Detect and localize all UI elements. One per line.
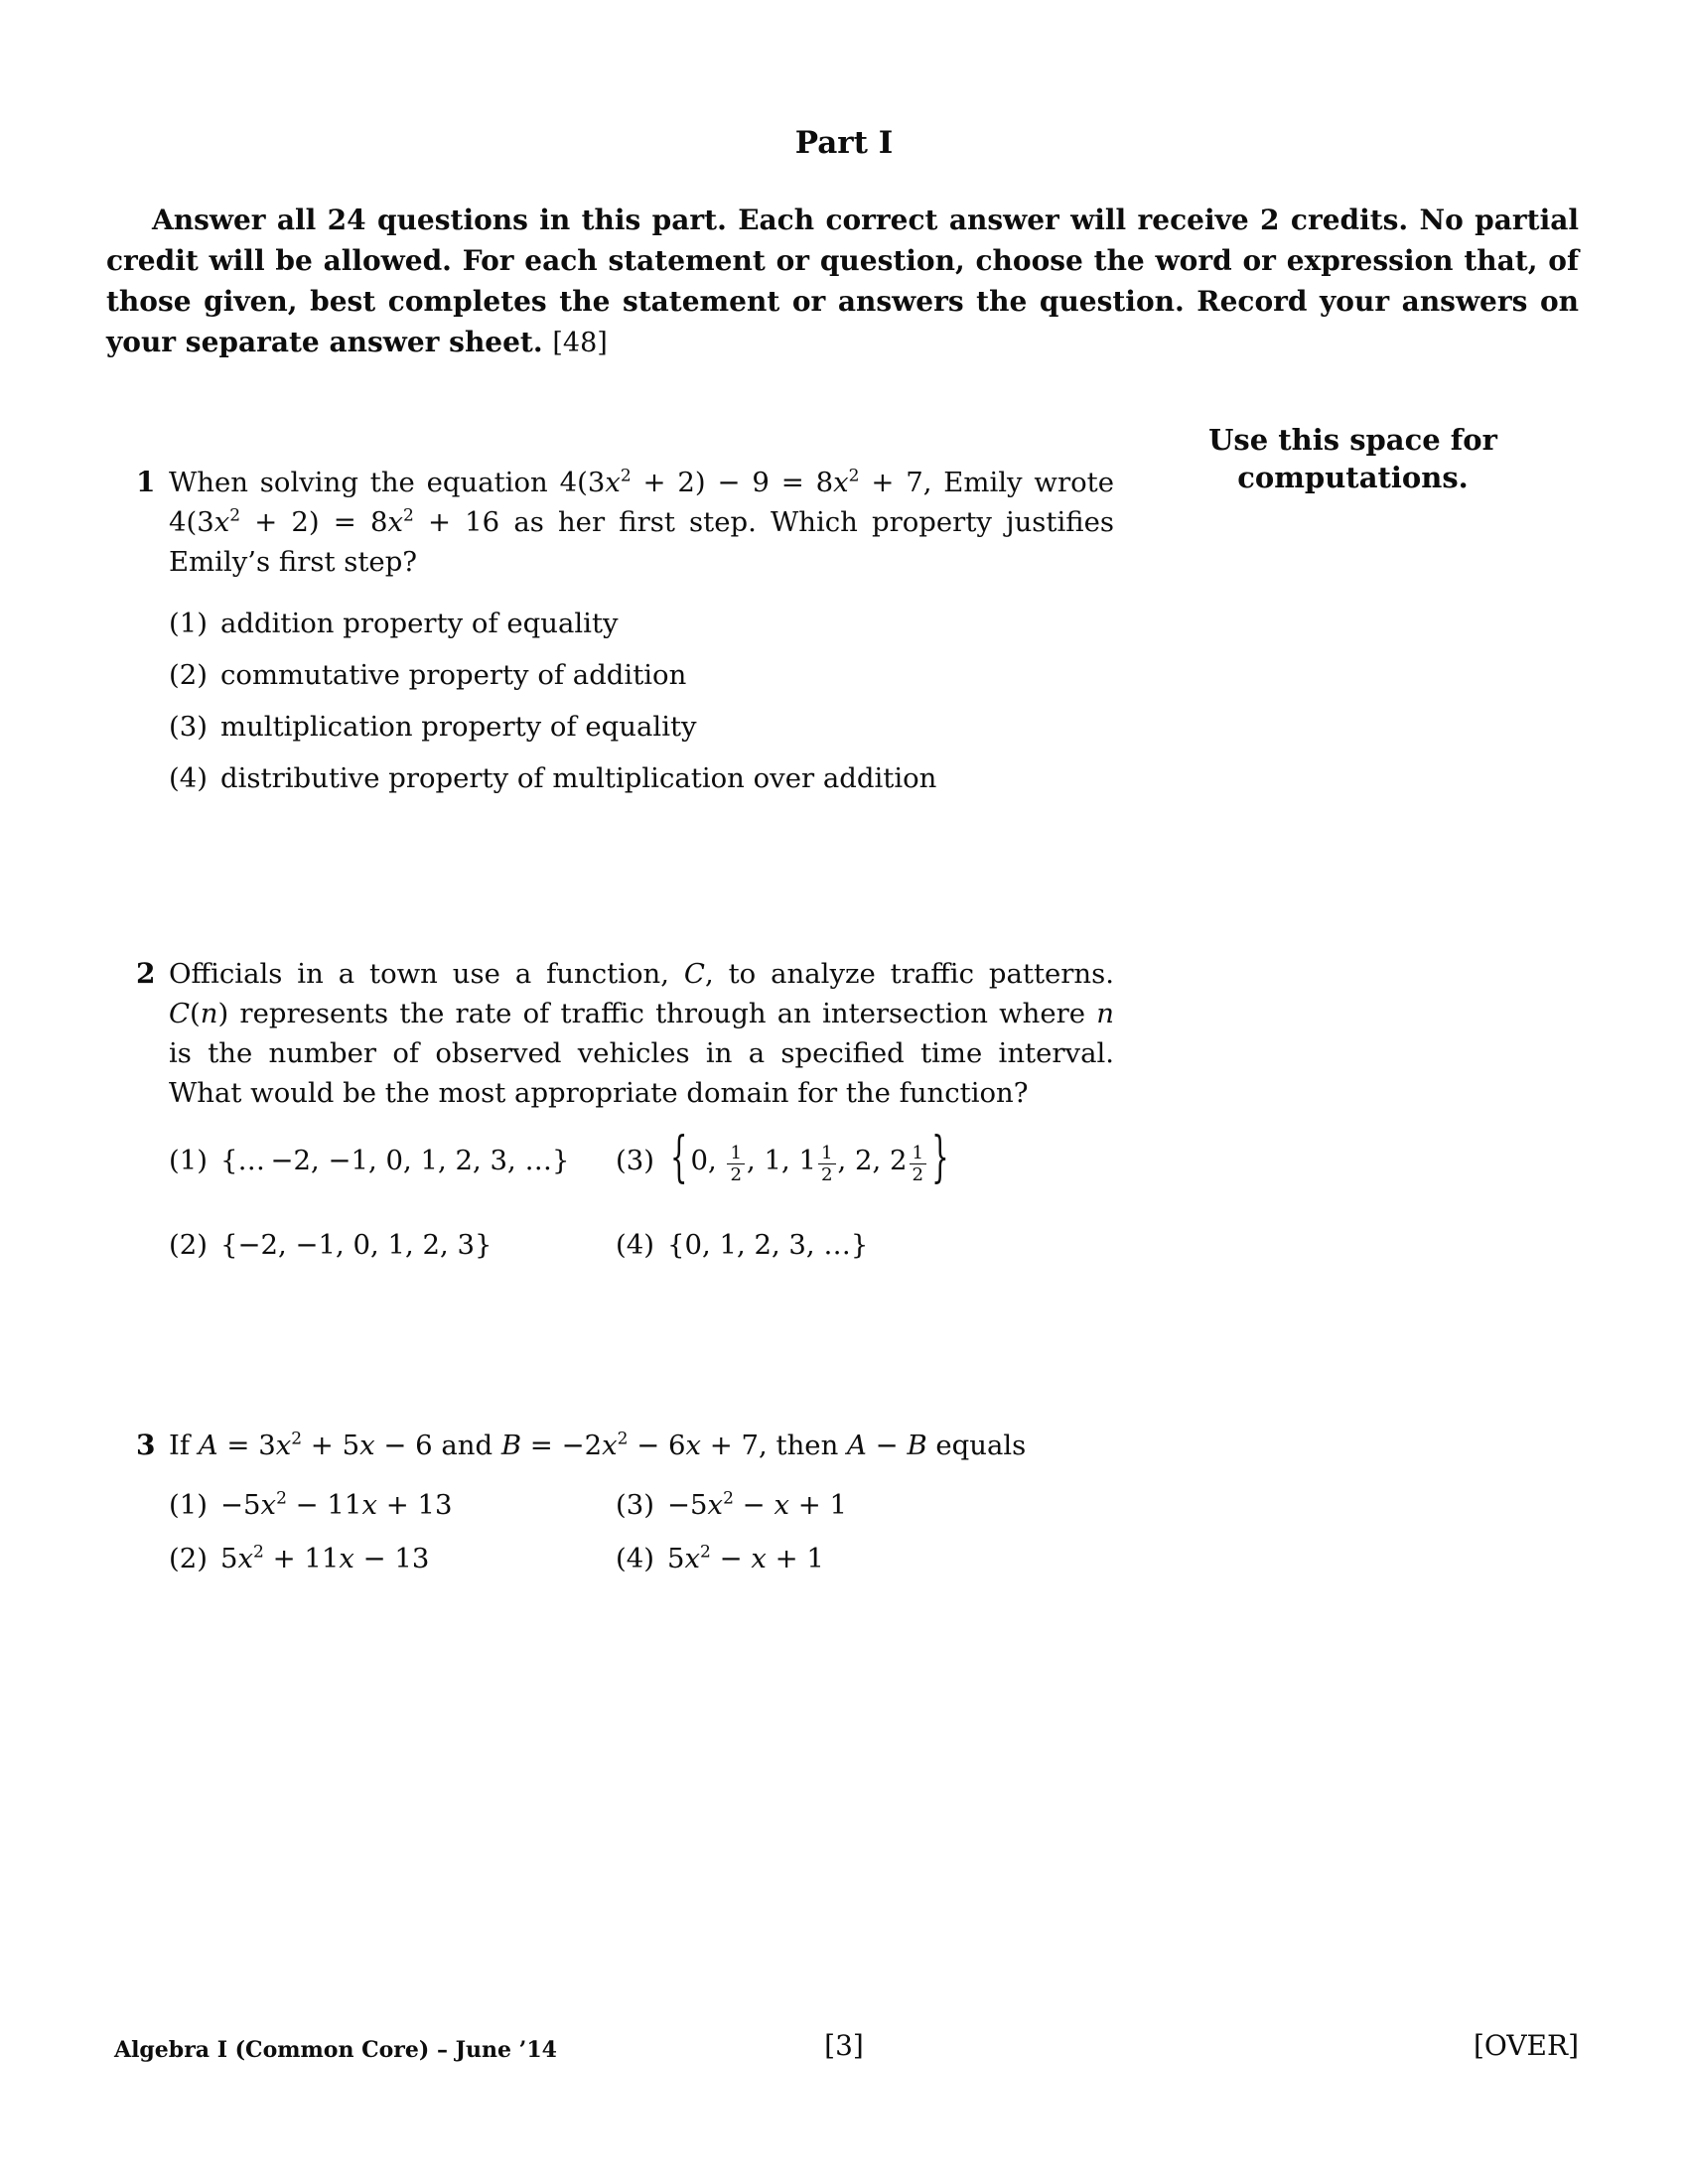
choice-2-1-label: (1) [169,1145,208,1176]
choice-3-1 [169,1485,616,1525]
choice-2-1-text: {… −2, −1, 0, 1, 2, 3, …} [220,1145,570,1176]
question-2 [136,954,1114,1265]
choice-1-4-label: (4) [169,762,208,794]
question-1-number: 1 [136,466,156,498]
choice-3-3 [616,1485,1114,1525]
question-3-number: 3 [136,1429,156,1461]
choice-3-2-label: (2) [169,1543,208,1574]
choice-1-3-label: (3) [169,711,208,743]
choice-3-1-text: $-5x^2 - 11x + 13$ [220,1488,453,1521]
instructions-paragraph [106,200,1579,363]
choice-1-2 [169,655,1114,695]
choice-2-2-text: {−2, −1, 0, 1, 2, 3} [220,1228,492,1261]
choice-1-1-label: (1) [169,608,208,639]
page-footer [0,2029,1688,2073]
computations-note-line2: computations. [1237,461,1469,494]
choice-2-4-text: {0, 1, 2, 3, …} [667,1228,869,1261]
choice-1-2-text: commutative property of addition [220,659,687,691]
question-3-choices [169,1485,1114,1578]
choice-1-1 [169,604,1114,643]
question-2-choices [169,1125,1114,1265]
choice-1-3 [169,707,1114,747]
choice-1-4-text: distributive property of multiplication over addition [220,762,937,794]
instructions-text: Answer all 24 questions in this part. Each correct answer will receive 2 credits. No partial credit will be allowed. For each statement or question, choose the word or expression that, of those given, best completes the statement or answers the question. Record your answers on your separate answer sheet. [106,204,1579,358]
question-1-stem: When solving the equation $4(3x^2 + 2) - 9 = 8x^2 + 7$, Emily wrote $4(3x^2 + 2) = 8x^2 + 16$ as her first step. Which property justifies Emily’s first step? [169,466,1114,578]
choice-3-4-label: (4) [616,1543,654,1574]
choice-3-3-text: $-5x^2 - x + 1$ [667,1488,847,1521]
choice-2-3-text: { 0, $\frac{1}{2}$ , 1, 1 $\frac{1}{2}$ , 2, 2 $\frac{1}{2}$ } [670,1125,949,1189]
choice-2-3 [616,1125,1114,1189]
choice-3-3-label: (3) [616,1489,654,1521]
credit-total: [48] [552,328,608,358]
choice-2-4-label: (4) [616,1228,654,1261]
choice-3-4-text: $5x^2 - x + 1$ [667,1542,824,1574]
question-2-number: 2 [136,957,156,990]
question-1 [136,463,1114,810]
choice-1-1-text: addition property of equality [220,608,619,639]
choice-3-4 [616,1539,1114,1578]
footer-page-number: [3] [824,2029,864,2062]
choice-2-3-label: (3) [616,1145,654,1176]
question-1-choices [169,604,1114,798]
choice-1-4 [169,758,1114,798]
question-3 [136,1426,1114,1578]
choice-3-1-label: (1) [169,1489,208,1521]
choice-3-2-text: $5x^2 + 11x - 13$ [220,1542,430,1574]
footer-over-label: [OVER] [1473,2029,1579,2062]
footer-exam-label: Algebra I (Common Core) – June ’14 [114,2037,557,2063]
choice-2-4 [616,1225,1114,1265]
choice-3-2 [169,1539,616,1578]
choice-1-3-text: multiplication property of equality [220,711,697,743]
choice-1-2-label: (2) [169,659,208,691]
choice-2-2-label: (2) [169,1228,208,1261]
computations-note-line1: Use this space for [1208,423,1497,457]
choice-2-2 [169,1225,616,1265]
choice-2-1 [169,1141,616,1180]
part-title: Part I [794,125,894,161]
computations-note [1152,421,1554,496]
question-2-stem: Officials in a town use a function, C, to analyze traffic patterns. C(n) represents the rate of traffic through an intersection where n is the number of observed vehicles in a specified time interval. What would be the most appropriate domain for the function? [169,958,1114,1109]
question-3-stem: If $A = 3x^2 + 5x - 6$ and $B = -2x^2 - 6x + 7$, then A − B equals [169,1429,1027,1461]
